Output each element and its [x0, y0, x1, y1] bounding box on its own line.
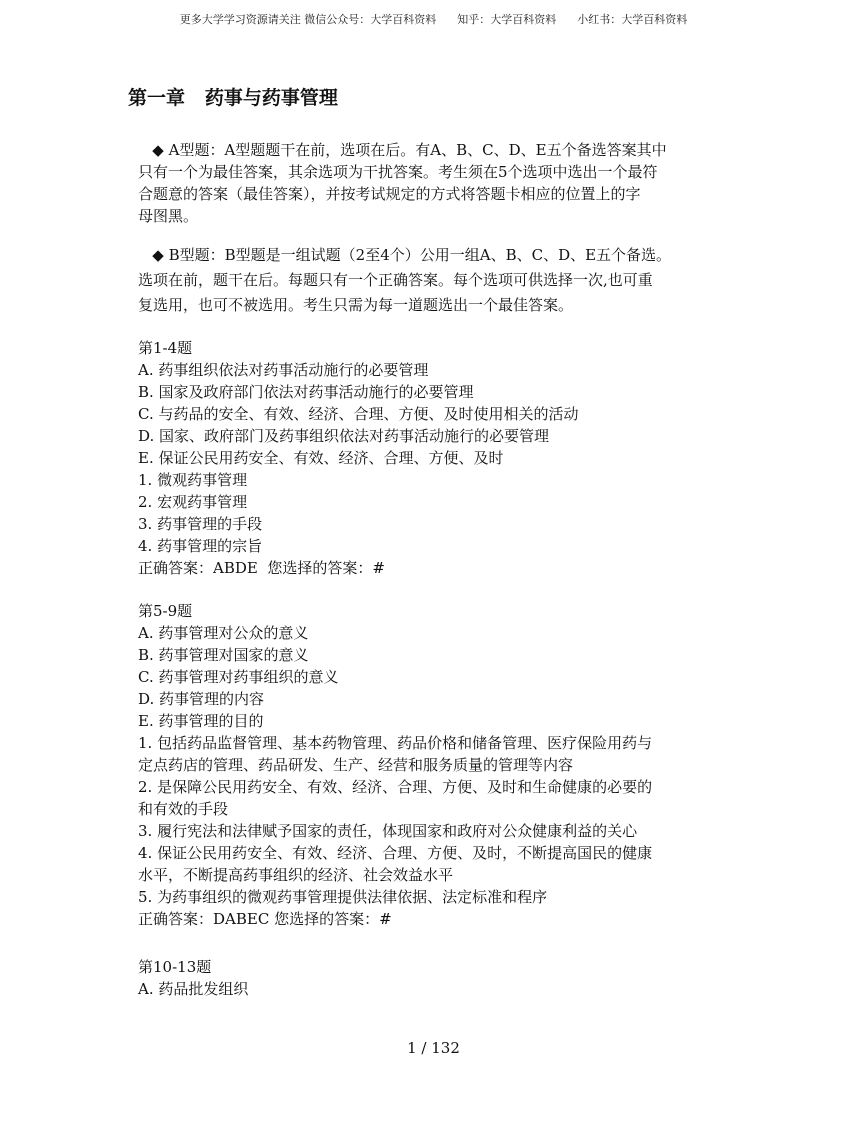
text-line: 合题意的答案（最佳答案），并按考试规定的方式将答题卡相应的位置上的字: [138, 185, 641, 203]
text-line: 3. 履行宪法和法律赋予国家的责任，体现国家和政府对公众健康利益的关心: [138, 822, 638, 840]
text-line: 4. 药事管理的宗旨: [138, 537, 263, 555]
text-line: D. 药事管理的内容: [138, 690, 265, 708]
text-line: C. 药事管理对药事组织的意义: [138, 668, 339, 686]
chapter-title: 第一章 药事与药事管理: [128, 87, 338, 109]
intro-b-paragraph: [138, 243, 671, 318]
text-line: A. 药事管理对公众的意义: [138, 624, 309, 642]
text-line: 4. 保证公民用药安全、有效、经济、合理、方便、及时，不断提高国民的健康: [138, 844, 653, 862]
text-line: 3. 药事管理的手段: [138, 515, 263, 533]
text-line: B. 国家及政府部门依法对药事活动施行的必要管理: [138, 383, 474, 401]
text-line: 和有效的手段: [138, 800, 229, 818]
question-group-10-13: [138, 956, 248, 1000]
page-number: 1 / 132: [407, 1039, 460, 1057]
question-group-heading: 第5-9题: [138, 602, 193, 620]
text-line: 5. 为药事组织的微观药事管理提供法律依据、法定标准和程序: [138, 888, 548, 906]
text-line: 正确答案：ABDE 您选择的答案：#: [138, 559, 385, 577]
text-line: B. 药事管理对国家的意义: [138, 646, 309, 664]
text-line: E. 保证公民用药安全、有效、经济、合理、方便、及时: [138, 449, 504, 467]
text-line: 水平，不断提高药事组织的经济、社会效益水平: [138, 866, 454, 884]
text-line: 选项在前，题干在后。每题只有一个正确答案。每个选项可供选择一次,也可重: [138, 271, 653, 289]
text-line: 定点药店的管理、药品研发、生产、经营和服务质量的管理等内容: [138, 756, 574, 774]
text-line: ◆ A型题：A型题题干在前，选项在后。有A、B、C、D、E五个备选答案其中: [138, 141, 667, 159]
page-header: 更多大学学习资源请关注 微信公众号：大学百科资料 知乎：大学百科资料 小红书：大学百科资料: [179, 13, 688, 26]
text-line: 1. 包括药品监督管理、基本药物管理、药品价格和储备管理、医疗保险用药与: [138, 734, 653, 752]
text-line: 母图黑。: [138, 207, 199, 225]
question-group-heading: 第1-4题: [138, 339, 193, 357]
text-line: 正确答案：DABEC 您选择的答案：#: [138, 910, 392, 928]
text-line: A. 药品批发组织: [138, 980, 249, 998]
text-line: E. 药事管理的目的: [138, 712, 264, 730]
text-line: 只有一个为最佳答案，其余选项为干扰答案。考生须在5个选项中选出一个最符: [138, 163, 658, 181]
text-line: C. 与药品的安全、有效、经济、合理、方便、及时使用相关的活动: [138, 405, 579, 423]
text-line: A. 药事组织依法对药事活动施行的必要管理: [138, 361, 429, 379]
text-line: 1. 微观药事管理: [138, 471, 248, 489]
text-line: 2. 是保障公民用药安全、有效、经济、合理、方便、及时和生命健康的必要的: [138, 778, 653, 796]
question-group-1-4: [138, 337, 578, 579]
intro-a-paragraph: [138, 139, 667, 227]
text-line: ◆ B型题：B型题是一组试题（2至4个）公用一组A、B、C、D、E五个备选。: [138, 246, 672, 264]
text-line: D. 国家、政府部门及药事组织依法对药事活动施行的必要管理: [138, 427, 550, 445]
text-line: 复选用，也可不被选用。考生只需为每一道题选出一个最佳答案。: [138, 296, 574, 314]
question-group-heading: 第10-13题: [138, 958, 212, 976]
text-line: 2. 宏观药事管理: [138, 493, 248, 511]
question-group-5-9: [138, 600, 652, 930]
